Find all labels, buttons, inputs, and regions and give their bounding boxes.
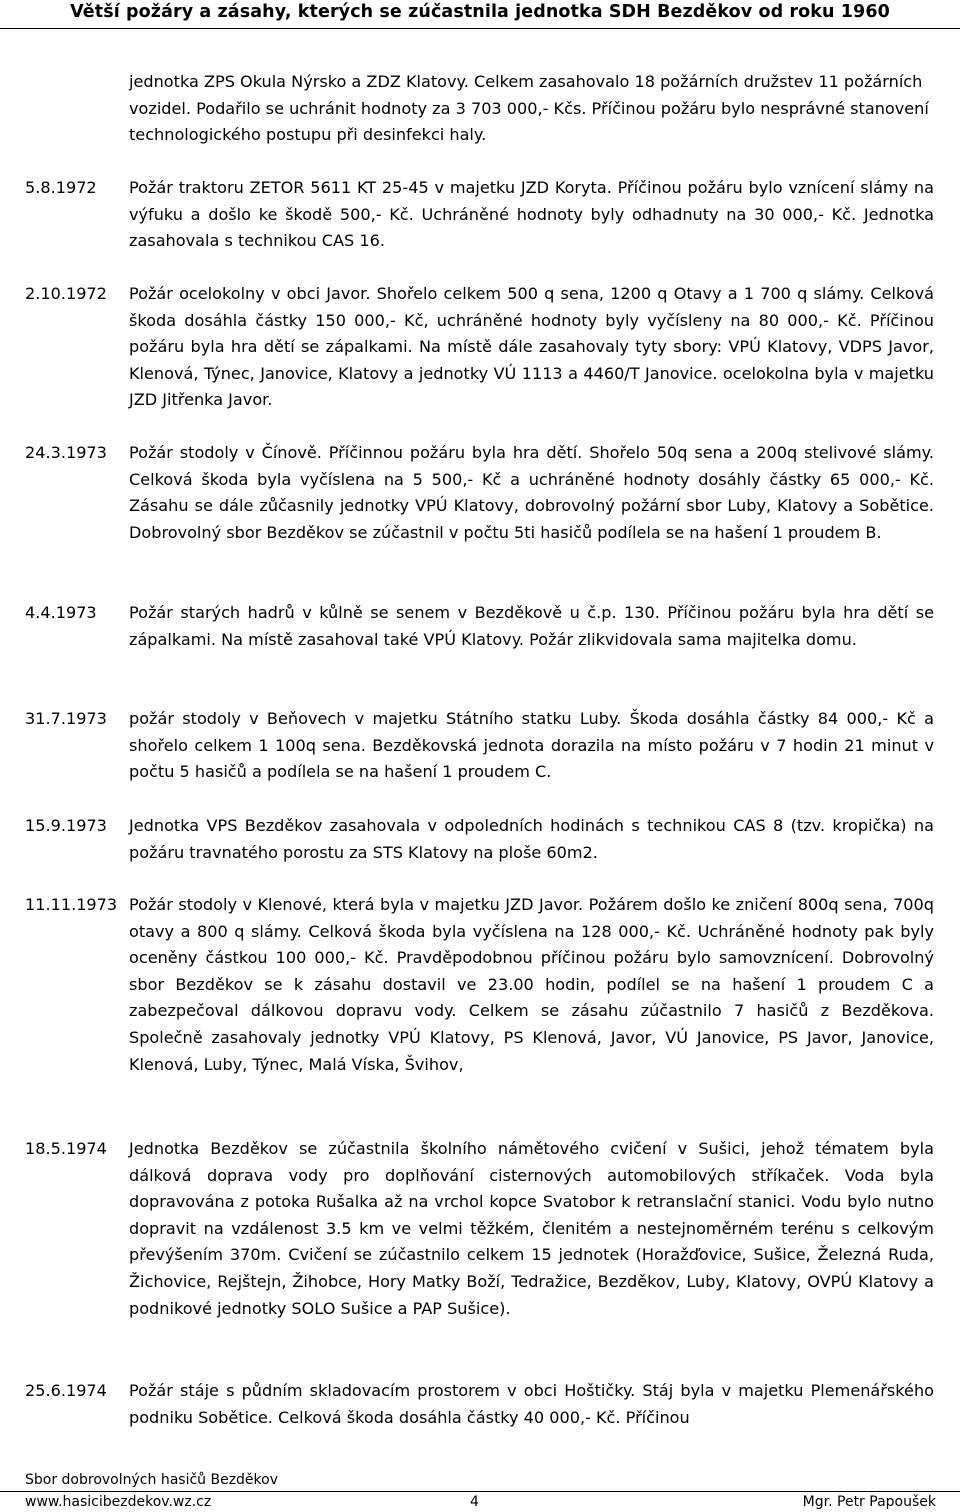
entry-1973-04-04 [25,600,934,653]
entry-date: 25.6.1974 [25,1381,107,1400]
entry-text: Požár traktoru ZETOR 5611 KT 25-45 v majetku JZD Koryta. Příčinou požáru bylo vznícení slámy na výfuku a došlo ke škodě 500,- Kč. Uchráněné hodnoty byly odhadnuty na 30 000,- Kč. Jednotka zasahovala s technikou CAS 16. [129,178,934,251]
entry-1973-11-11 [25,892,934,1078]
footer-page-number: 4 [470,1494,479,1510]
entry-text: Jednotka VPS Bezděkov zasahovala v odpoledních hodinách s technikou CAS 8 (tzv. kropička) na požáru travnatého porostu za STS Klatovy na ploše 60m2. [129,816,934,862]
entry-1974-06-25 [25,1378,934,1431]
entry-text: Požár ocelokolny v obci Javor. Shořelo celkem 500 q sena, 1200 q Otavy a 1 700 q slámy. Celková škoda dosáhla částky 150 000,- Kč, uchráněné hodnoty byly vyčísleny na 80 000,- Kč. Příčinou požáru byla hra dětí se zápalkami. Na místě dále zasahovaly tyty sbory: VPÚ Klatovy, VDPS Javor, Klenová, Týnec, Janovice, Klatovy a jednotky VÚ 1113 a 4460/T Janovice. ocelokolna byla v majetku JZD Jitřenka Javor. [129,284,934,410]
entry-text: Požár stodoly v Čínově. Příčinnou požáru byla hra dětí. Shořelo 50q sena a 200q stelivové slámy. Celková škoda byla vyčíslena na 5 500,- Kč a uchráněné hodnoty dosáhly částky 65 000,- Kč. Zásahu se dále zůčasnily jednotky VPÚ Klatovy, dobrovolný požární sbor Luby, Klatovy a Sobětice. Dobrovolný sbor Bezděkov se zúčastnil v počtu 5ti hasičů podílela se na hašení 1 proudem B. [129,443,934,542]
entry-date: 24.3.1973 [25,443,107,462]
footer-website-link[interactable]: www.hasicibezdekov.wz.cz [25,1494,212,1510]
intro-paragraph: jednotka ZPS Okula Nýrsko a ZDZ Klatovy. Celkem zasahovalo 18 požárních družstev 11 požárních vozidel. Podařilo se uchránit hodnoty za 3 703 000,- Kčs. Příčinou požáru bylo nesprávné stanovení technologického postupu při desinfekci haly. [129,72,929,145]
entry-date: 11.11.1973 [25,895,118,914]
entry-text: požár stodoly v Beňovech v majetku Státního statku Luby. Škoda dosáhla částky 84 000,- Kč a shořelo celkem 1 100q sena. Bezděkovská jednota dorazila na místo požáru v 7 hodin 21 minut v počtu 5 hasičů a podílela se na hašení 1 proudem C. [129,709,934,782]
entry-1972-10-02 [25,281,934,414]
page-header-title: Větší požáry a zásahy, kterých se zúčastnila jednotka SDH Bezděkov od roku 1960 [70,2,890,22]
entry-date: 2.10.1972 [25,284,107,303]
entry-1974-05-18 [25,1136,934,1322]
entry-date: 15.9.1973 [25,816,107,835]
entry-date: 31.7.1973 [25,709,107,728]
entry-1973-07-31 [25,706,934,786]
entry-text: Požár starých hadrů v kůlně se senem v Bezděkově u č.p. 130. Příčinou požáru byla hra dětí se zápalkami. Na místě zasahoval také VPÚ Klatovy. Požár zlikvidovala sama majitelka domu. [129,603,934,649]
entry-date: 5.8.1972 [25,178,97,197]
footer-organization: Sbor dobrovolných hasičů Bezděkov [25,1472,278,1488]
entry-1972-08-05 [25,175,934,255]
entry-1973-03-24 [25,440,934,546]
entry-text: Požár stodoly v Klenové, která byla v majetku JZD Javor. Požárem došlo ke zničení 800q sena, 700q otavy a 800 q slámy. Celková škoda byla vyčíslena na 128 000,- Kč. Uchráněné hodnoty pak byly oceněny částkou 100 000,- Kč. Pravděpodobnou příčinou požáru bylo samovznícení. Dobrovolný sbor Bezděkov se k zásahu dostavil ve 23.00 hodin, podílel se na hašení 1 proudem C a zabezpečoval dálkovou dopravu vody. Celkem se zásahu zúčastnilo 7 hasičů z Bezděkova. Společně zasahovaly jednotky VPÚ Klatovy, PS Klenová, Javor, VÚ Janovice, PS Javor, Janovice, Klenová, Luby, Týnec, Malá Víska, Švihov, [129,895,934,1074]
entry-date: 18.5.1974 [25,1139,107,1158]
footer-author: Mgr. Petr Papoušek [802,1494,936,1510]
footer-divider [0,1491,960,1492]
entry-text: Jednotka Bezděkov se zúčastnila školního námětového cvičení v Sušici, jehož tématem byla dálková doprava vody pro doplňování cisternových automobilových stříkaček. Voda byla dopravována z potoka Rušalka až na vrchol kopce Svatobor k retranslační stanici. Vodu bylo nutno dopravit na vzdálenost 3.5 km ve velmi těžkém, členitém a nestejnoměrném terénu s celkovým převýšením 370m. Cvičení se zúčastnilo celkem 15 jednotek (Horažďovice, Sušice, Železná Ruda, Žichovice, Rejštejn, Žihobce, Hory Matky Boží, Tedražice, Bezděkov, Luby, Klatovy, OVPÚ Klatovy a podnikové jednotky SOLO Sušice a PAP Sušice). [129,1139,934,1318]
header-divider [0,28,960,29]
entry-text: Požár stáje s půdním skladovacím prostorem v obci Hoštičky. Stáj byla v majetku Plemenářského podniku Sobětice. Celková škoda dosáhla částky 40 000,- Kč. Příčinou [129,1381,934,1427]
entry-1973-09-15 [25,813,934,866]
entry-date: 4.4.1973 [25,603,97,622]
